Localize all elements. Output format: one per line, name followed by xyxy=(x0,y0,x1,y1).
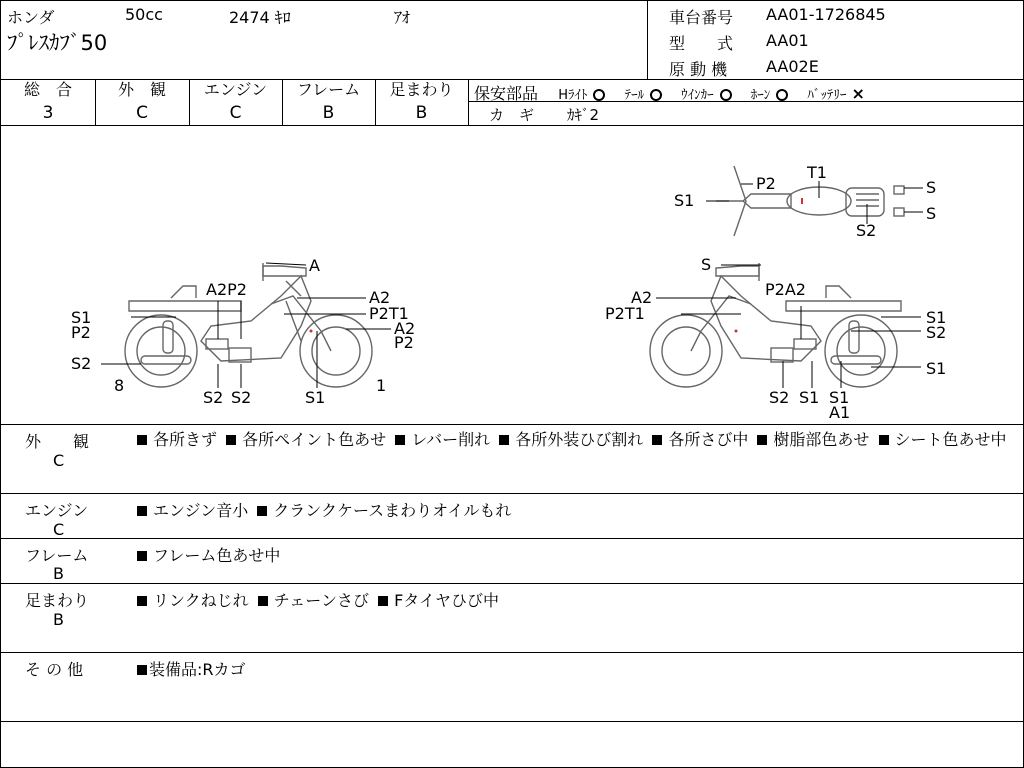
header-divider xyxy=(647,1,648,79)
ok-circle-icon xyxy=(593,89,605,101)
label-right-s1d: S1 xyxy=(829,388,850,407)
mileage: 2474 ｷﾛ xyxy=(229,8,291,27)
remark-exterior-items xyxy=(133,429,1018,451)
bullet-icon xyxy=(137,506,147,516)
motorcycle-left-view xyxy=(125,263,372,387)
frame-grade-label: フレーム xyxy=(296,80,361,99)
remark-item: クランクケースまわりオイルもれ xyxy=(273,501,512,520)
label-left-p2b: P2 xyxy=(394,333,414,352)
ng-cross-icon: × xyxy=(851,84,865,103)
remark-engine-label: エンジン xyxy=(25,501,89,520)
bullet-icon xyxy=(499,435,509,445)
bullet-icon xyxy=(395,435,405,445)
label-right-s: S xyxy=(701,255,712,274)
bullet-icon xyxy=(137,551,147,561)
remark-item: 樹脂部色あせ xyxy=(773,430,870,449)
safety-winker: ｳｲﾝｶｰ xyxy=(681,88,714,103)
safety-label: 保安部品 xyxy=(474,84,539,103)
remark-other-label: そ の 他 xyxy=(25,660,84,679)
suspension-grade: B xyxy=(415,103,428,123)
engine-grade-label: エンジン xyxy=(203,80,268,99)
label-right-s2a: S2 xyxy=(926,323,947,342)
bullet-icon xyxy=(879,435,889,445)
ok-circle-icon xyxy=(776,89,788,101)
divider xyxy=(1,538,1023,539)
divider xyxy=(468,101,1023,102)
label-left-8: 8 xyxy=(114,376,125,395)
label-top-s1: S1 xyxy=(674,191,695,210)
remark-suspension-label: 足まわり xyxy=(25,591,90,610)
label-left-p2c: P2 xyxy=(71,323,91,342)
remark-item: 各所ペイント色あせ xyxy=(242,430,387,449)
divider xyxy=(1,424,1023,425)
exterior-label: 外 観 xyxy=(117,80,166,99)
label-right-a1: A1 xyxy=(829,403,851,422)
remark-other-items xyxy=(133,657,246,680)
bullet-icon xyxy=(137,435,147,445)
label-left-p2t1: P2T1 xyxy=(369,304,409,323)
engine-grade: C xyxy=(229,103,242,123)
divider xyxy=(1,652,1023,653)
bullet-icon xyxy=(137,665,147,675)
bullet-icon xyxy=(378,596,388,606)
bullet-icon xyxy=(757,435,767,445)
remark-item: 装備品:Rカゴ xyxy=(149,660,246,679)
label-left-s2b: S2 xyxy=(203,388,224,407)
remark-item: チェーンさび xyxy=(273,591,369,610)
frame-no-label: 車台番号 xyxy=(669,8,734,27)
remark-exterior-grade: C xyxy=(53,451,65,470)
ok-circle-icon xyxy=(720,89,732,101)
bullet-icon xyxy=(258,596,268,606)
displacement: 50cc xyxy=(125,5,163,24)
remark-engine-grade: C xyxy=(53,520,65,539)
remark-item: 各所さび中 xyxy=(668,430,749,449)
label-top-s-a: S xyxy=(926,178,937,197)
ok-circle-icon xyxy=(650,89,662,101)
color: ｱｵ xyxy=(394,8,411,27)
remark-suspension-items xyxy=(133,588,499,611)
label-right-p2a2: P2A2 xyxy=(765,280,806,299)
remark-frame-grade: B xyxy=(53,564,64,583)
label-right-a2: A2 xyxy=(631,288,653,307)
safety-battery: ﾊﾞｯﾃﾘｰ xyxy=(807,88,847,103)
label-left-s2c: S2 xyxy=(231,388,252,407)
divider xyxy=(468,79,469,125)
label-left-a2p2: A2P2 xyxy=(206,280,247,299)
label-right-s2b: S2 xyxy=(769,388,790,407)
remark-suspension-grade: B xyxy=(53,610,64,629)
key-value: ｶｷﾞ2 xyxy=(567,106,600,124)
label-left-s1b: S1 xyxy=(305,388,326,407)
type-value: AA01 xyxy=(766,31,809,50)
bullet-icon xyxy=(257,506,267,516)
frame-grade: B xyxy=(322,103,335,123)
remark-frame-items xyxy=(133,543,280,566)
safety-horn: ﾎｰﾝ xyxy=(750,88,771,103)
label-right-s1b: S1 xyxy=(926,359,947,378)
safety-tail: ﾃｰﾙ xyxy=(624,88,645,103)
remark-exterior-label: 外 観 xyxy=(25,432,90,451)
grades-row xyxy=(1,79,1023,125)
remark-item: 各所外装ひび割れ xyxy=(515,430,644,449)
bullet-icon xyxy=(652,435,662,445)
overall-label: 総 合 xyxy=(23,80,72,99)
model-name: ﾌﾟﾚｽｶﾌﾞ50 xyxy=(7,31,108,55)
label-left-a: A xyxy=(309,256,320,275)
safety-headlight: Hﾗｲﾄ xyxy=(558,88,588,103)
label-right-s1a: S1 xyxy=(926,308,947,327)
frame-no: AA01-1726845 xyxy=(766,5,886,24)
label-top-p2: P2 xyxy=(756,174,776,193)
label-left-a2b: A2 xyxy=(394,319,416,338)
label-right-p2t1: P2T1 xyxy=(605,304,645,323)
remark-engine-items xyxy=(133,498,511,521)
maker: ホンダ xyxy=(7,8,55,27)
remark-item: レバー削れ xyxy=(411,430,491,449)
overall-grade: 3 xyxy=(42,103,54,123)
label-top-s2: S2 xyxy=(856,221,877,240)
remark-item: 各所きず xyxy=(153,430,218,449)
remark-item: フレーム色あせ中 xyxy=(153,546,281,565)
label-top-s-b: S xyxy=(926,204,937,223)
remark-item: エンジン音小 xyxy=(153,501,249,520)
key-label: カ ギ xyxy=(489,106,535,124)
bullet-icon xyxy=(226,435,236,445)
divider xyxy=(1,493,1023,494)
label-left-1: 1 xyxy=(376,376,387,395)
type-label: 型 式 xyxy=(669,34,734,53)
engine-label: 原 動 機 xyxy=(669,60,728,79)
bullet-icon xyxy=(137,596,147,606)
exterior-grade: C xyxy=(136,103,148,123)
remark-frame-label: フレーム xyxy=(25,546,89,565)
label-right-s1c: S1 xyxy=(799,388,820,407)
damage-diagram xyxy=(1,126,1023,424)
engine-value: AA02E xyxy=(766,57,819,76)
remark-item: リンクねじれ xyxy=(153,591,249,610)
divider xyxy=(1,583,1023,584)
remark-item: シート色あせ中 xyxy=(894,430,1007,449)
divider xyxy=(1,721,1023,722)
label-left-a2: A2 xyxy=(369,288,391,307)
label-left-s1a: S1 xyxy=(71,308,92,327)
remark-item: Fタイヤひび中 xyxy=(394,591,499,610)
label-top-t1: T1 xyxy=(807,163,827,182)
suspension-grade-label: 足まわり xyxy=(389,80,454,99)
label-left-s2a: S2 xyxy=(71,354,92,373)
